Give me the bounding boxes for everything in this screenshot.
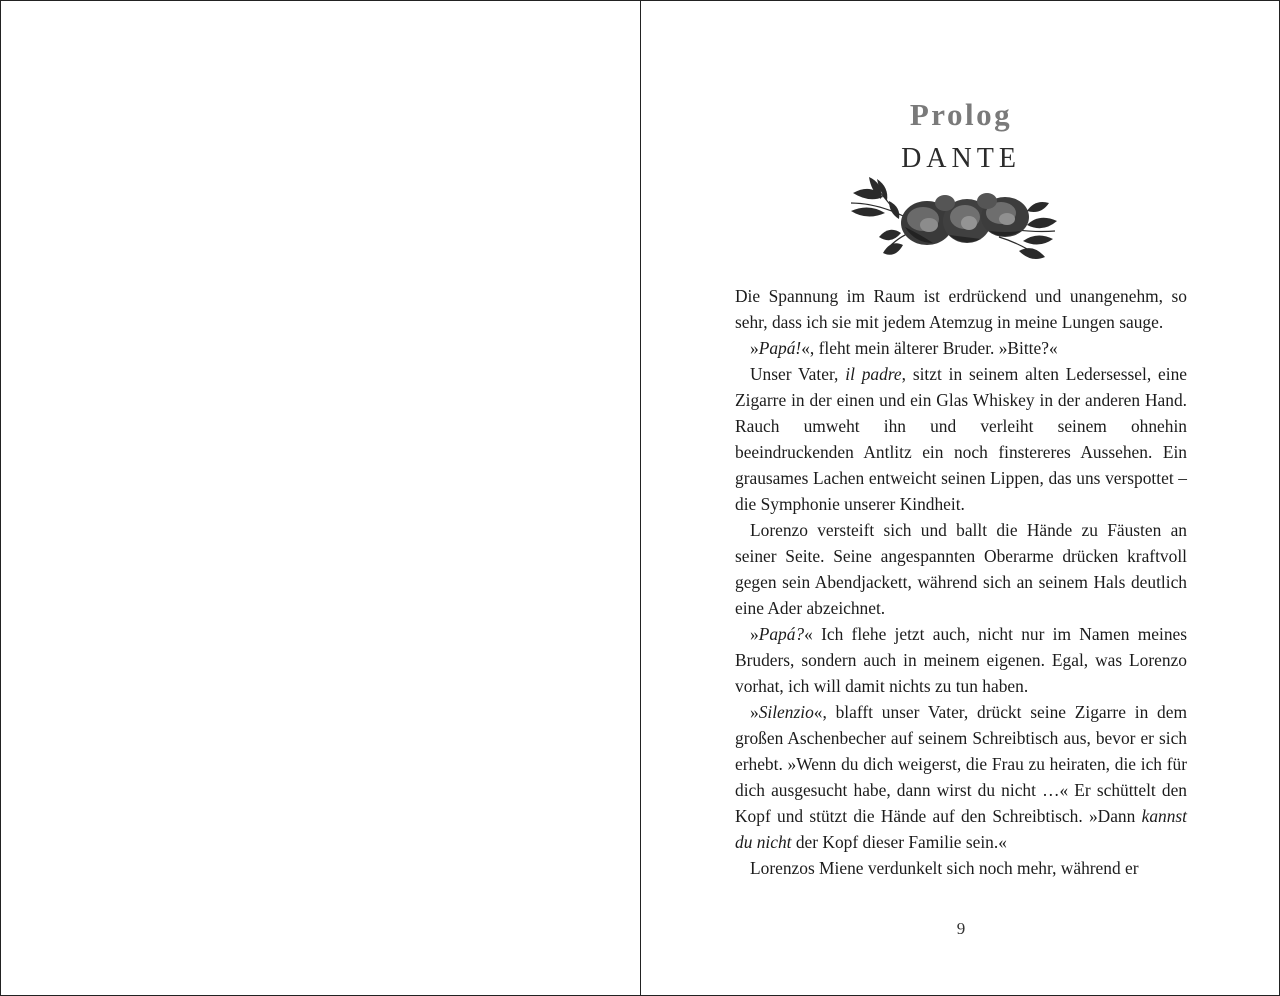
italic-il-padre: il padre	[845, 364, 902, 384]
prologue-text	[735, 283, 1187, 881]
chapter-label: Prolog	[909, 97, 1013, 132]
floral-ornament-icon	[849, 173, 1061, 265]
paragraph-1: Die Spannung im Raum ist erdrückend und unangenehm, so sehr, dass ich sie mit jedem Atemzug in meine Lungen sauge.	[735, 286, 1187, 332]
italic-papa-1: Papá!	[758, 338, 802, 358]
paragraph-4: Lorenzo versteift sich und ballt die Hände zu Fäusten an seiner Seite. Seine angespannten Oberarme drücken kraftvoll gegen sein Abendjackett, während sich an seinem Hals deutlich eine Ader abzeichnet.	[735, 520, 1187, 618]
italic-papa-2: Papá?	[758, 624, 805, 644]
italic-kannst-du-nicht: kannst du nicht	[735, 806, 1187, 852]
paragraph-3: Unser Vater, il padre, sitzt in seinem alten Ledersessel, eine Zigarre in der einen und ein Glas Whiskey in der anderen Hand. Rauch umweht ihn und verleiht seinem ohnehin beeindruckenden Antlitz ein noch finstereres Aussehen. Ein grausames Lachen entweicht seinen Lippen, das uns verspottet – die Symphonie unserer Kindheit.	[735, 364, 1187, 514]
left-page-blank	[1, 1, 641, 995]
page-number: 9	[956, 919, 966, 938]
paragraph-5: »Papá?« Ich flehe jetzt auch, nicht nur im Namen meines Bruders, sondern auch in meinem eigenen. Egal, was Lorenzo vorhat, ich will damit nichts zu tun haben.	[735, 624, 1187, 696]
italic-silenzio: Silenzio	[758, 702, 814, 722]
paragraph-7: Lorenzos Miene verdunkelt sich noch mehr, während er	[750, 858, 1139, 878]
paragraph-6: »Silenzio«, blafft unser Vater, drückt seine Zigarre in dem großen Aschenbecher auf seinem Schreibtisch aus, bevor er sich erhebt. »Wenn du dich weigerst, die Frau zu heiraten, die ich für dich ausgesucht habe, dann wirst du nicht …« Er schüttelt den Kopf und stützt die Hände auf den Schreibtisch. »Dann kannst du nicht der Kopf dieser Familie sein.«	[735, 702, 1187, 852]
paragraph-2: »Papá!«, fleht mein älterer Bruder. »Bitte?«	[750, 338, 1058, 358]
chapter-heading	[881, 97, 1041, 133]
right-page	[641, 1, 1279, 995]
narrator-name: DANTE	[901, 143, 1021, 174]
